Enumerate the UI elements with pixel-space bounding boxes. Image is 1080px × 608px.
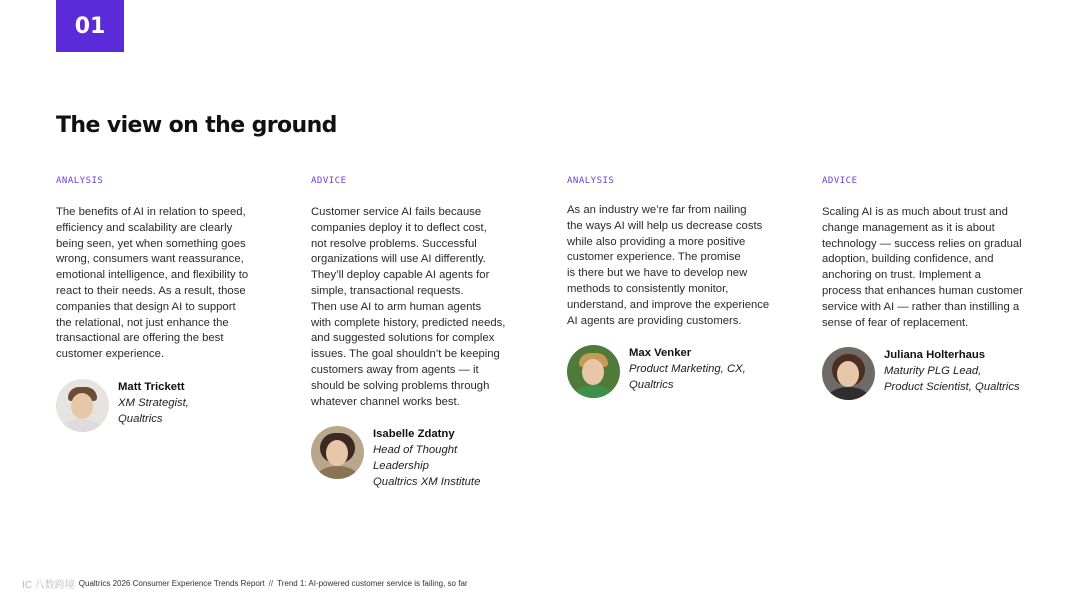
column-analysis-2: [567, 175, 782, 398]
author-role: Head of Thought Leadership: [373, 444, 458, 472]
author-card: [311, 426, 516, 490]
column-label: ADVICE: [822, 176, 858, 186]
author-card: [56, 379, 271, 432]
body-line: process that enhances human customer: [822, 284, 1023, 297]
body-line: They’ll deploy capable AI agents for: [311, 269, 490, 282]
section-number-badge: 01: [56, 0, 124, 52]
body-line: simple, transactional requests.: [311, 284, 464, 297]
body-line: customer experience. The promise: [567, 251, 741, 264]
body-line: organizations will use AI differently.: [311, 253, 486, 266]
body-line: As an industry we’re far from nailing: [567, 204, 747, 216]
author-role: Qualtrics: [118, 412, 163, 425]
body-line: react to their needs. As a result, those: [56, 284, 246, 297]
footer-separator: //: [268, 579, 274, 588]
body-line: technology — success relies on gradual: [822, 237, 1022, 250]
body-line: with complete history, predicted needs,: [311, 316, 506, 329]
author-role: Maturity PLG Lead,: [884, 365, 982, 378]
footer: [22, 576, 468, 591]
watermark-logo: IC 八数跨境: [22, 580, 75, 591]
column-label: ANALYSIS: [56, 176, 104, 186]
column-body: [311, 205, 516, 410]
body-line: companies deploy it to deflect cost,: [311, 221, 487, 234]
author-name: Matt Trickett: [118, 380, 185, 393]
body-line: customer experience.: [56, 348, 164, 361]
author-role: Product Scientist, Qualtrics: [884, 380, 1020, 393]
avatar: [311, 426, 364, 479]
body-line: change management as it is about: [822, 221, 995, 234]
author-role: Qualtrics: [629, 378, 674, 391]
body-line: service with AI — rather than instilling a: [822, 300, 1020, 313]
avatar: [56, 379, 109, 432]
body-line: not resolve problems. Successful: [311, 237, 477, 250]
body-line: companies that design AI to support: [56, 300, 236, 313]
body-line: Scaling AI is as much about trust and: [822, 206, 1008, 218]
body-line: the relational, not just enhance the: [56, 316, 229, 329]
column-body: [567, 203, 782, 329]
body-line: methods to consistently monitor,: [567, 282, 729, 295]
body-line: whatever channel works best.: [311, 395, 460, 408]
body-line: AI agents are providing customers.: [567, 314, 742, 327]
body-line: adoption, building confidence, and: [822, 253, 994, 266]
body-line: Then use AI to arm human agents: [311, 300, 482, 313]
body-line: anchoring on trust. Implement a: [822, 269, 981, 282]
author-name: Max Venker: [629, 347, 692, 360]
author-name: Isabelle Zdatny: [373, 428, 455, 441]
column-advice-1: [311, 175, 516, 491]
body-line: should be solving problems through: [311, 379, 490, 392]
author-card: [567, 345, 782, 398]
footer-report-title: Qualtrics 2026 Consumer Experience Trends Report: [78, 579, 265, 588]
author-card: [822, 347, 1032, 400]
body-line: the ways AI will help us decrease costs: [567, 219, 763, 232]
body-line: is there but we have to develop new: [567, 267, 748, 280]
body-line: transactional are offering the best: [56, 332, 224, 345]
avatar: [822, 347, 875, 400]
body-line: The benefits of AI in relation to speed,: [56, 206, 246, 218]
footer-trend-title: Trend 1: AI-powered customer service is failing, so far: [277, 579, 468, 588]
avatar: [567, 345, 620, 398]
body-line: issues. The goal shouldn’t be keeping: [311, 348, 500, 361]
author-name: Juliana Holterhaus: [884, 349, 986, 362]
column-label: ADVICE: [311, 176, 347, 186]
body-line: customers away from agents — it: [311, 363, 479, 376]
column-analysis-1: [56, 175, 271, 432]
body-line: while also providing a more positive: [567, 235, 746, 248]
body-line: sense of fear of replacement.: [822, 316, 969, 329]
column-body: [822, 205, 1032, 331]
author-role: Product Marketing, CX,: [629, 363, 746, 376]
body-line: efficiency and scalability are clearly: [56, 221, 233, 234]
body-line: and suggested solutions for complex: [311, 332, 495, 345]
body-line: Customer service AI fails because: [311, 206, 482, 218]
body-line: being seen, yet when something goes: [56, 237, 246, 250]
column-label: ANALYSIS: [567, 176, 615, 186]
page-title: The view on the ground: [56, 113, 337, 138]
body-line: emotional intelligence, and flexibility to: [56, 269, 249, 282]
column-advice-2: [822, 175, 1032, 400]
body-line: understand, and improve the experience: [567, 298, 770, 311]
body-line: wrong, consumers want reassurance,: [56, 253, 244, 266]
column-body: [56, 205, 271, 363]
author-role: XM Strategist,: [118, 396, 189, 409]
author-role: Qualtrics XM Institute: [373, 475, 481, 488]
